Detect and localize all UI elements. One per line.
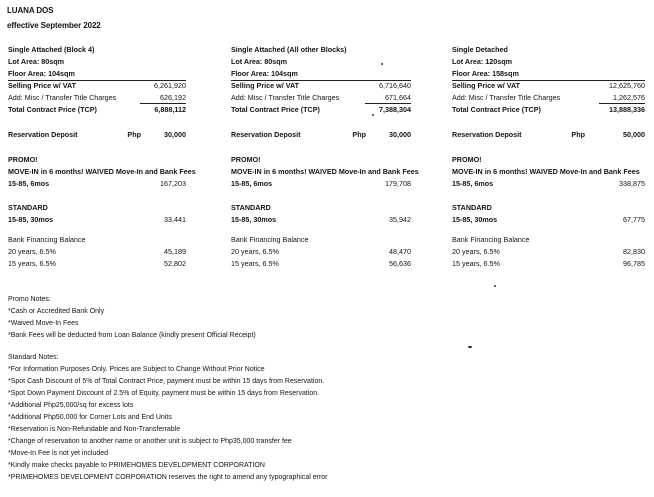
reservation-value: 50,000 [623,130,645,139]
promo-title: PROMO! [231,155,261,164]
selling-price-value: 12,625,760 [609,81,645,90]
misc-charges-label: Add: Misc / Transfer Title Charges [452,93,561,102]
selling-price-value: 6,716,640 [379,81,411,90]
promo-value: 167,203 [160,179,186,188]
standard-value: 35,942 [389,215,411,224]
standard-note-item: *Spot Down Payment Discount of 2.5% of Equity, payment must be within 15 days from Reservation. [8,390,320,397]
currency-label: Php [127,130,141,139]
standard-note-item: *For Information Purposes Only. Prices are Subject to Change Without Prior Notice [8,366,265,373]
standard-notes-title: Standard Notes: [8,354,59,361]
bank-20yr-value: 48,470 [389,247,411,256]
effective-date: effective September 2022 [7,21,101,30]
floor-area: Floor Area: 104sqm [231,69,298,78]
promo-value: 179,708 [385,179,411,188]
standard-note-item: *Change of reservation to another name or another unit is subject to Php35,000 transfer fee [8,438,292,445]
promo-note-item: *Waived Move-In Fees [8,320,79,327]
divider [231,80,411,81]
sum-divider [140,103,186,104]
standard-title: STANDARD [8,203,48,212]
bank-20yr-value: 45,189 [164,247,186,256]
tcp-label: Total Contract Price (TCP) [8,105,97,114]
misc-charges-value: 626,192 [160,93,186,102]
sum-divider [365,103,411,104]
misc-charges-label: Add: Misc / Transfer Title Charges [8,93,117,102]
unit-name: Single Detached [452,45,508,54]
selling-price-label: Selling Price w/ VAT [8,81,77,90]
tcp-label: Total Contract Price (TCP) [231,105,320,114]
standard-term: 15-85, 30mos [452,215,498,224]
misc-charges-value: 1,262,576 [613,93,645,102]
tcp-value: 6,888,112 [154,105,186,114]
promo-title: PROMO! [452,155,482,164]
bank-financing-title: Bank Financing Balance [231,235,309,244]
reservation-label: Reservation Deposit [231,130,301,139]
tcp-value: 7,388,304 [379,105,411,114]
tcp-value: 13,888,336 [609,105,645,114]
standard-value: 33,441 [164,215,186,224]
bank-20yr-label: 20 years, 6.5% [452,247,500,256]
promo-value: 338,875 [619,179,645,188]
reservation-value: 30,000 [164,130,186,139]
standard-note-item: *Reservation is Non-Refundable and Non-Transferrable [8,426,181,433]
bank-15yr-value: 96,785 [623,259,645,268]
bank-15yr-label: 15 years, 6.5% [8,259,56,268]
bank-15yr-value: 56,636 [389,259,411,268]
reservation-label: Reservation Deposit [8,130,78,139]
unit-name: Single Attached (Block 4) [8,45,95,54]
standard-title: STANDARD [452,203,492,212]
floor-area: Floor Area: 104sqm [8,69,75,78]
promo-term: 15-85, 6mos [8,179,50,188]
selling-price-label: Selling Price w/ VAT [452,81,521,90]
promo-title: PROMO! [8,155,38,164]
tcp-label: Total Contract Price (TCP) [452,105,541,114]
bank-15yr-value: 52,802 [164,259,186,268]
promo-notes-title: Promo Notes: [8,296,51,303]
project-title: LUANA DOS [7,6,54,15]
bank-20yr-value: 82,830 [623,247,645,256]
promo-description: MOVE-IN in 6 months! WAIVED Move-In and Bank Fees [8,167,196,176]
lot-area: Lot Area: 80sqm [8,57,65,66]
promo-note-item: *Cash or Accredited Bank Only [8,308,105,315]
bank-15yr-label: 15 years, 6.5% [231,259,279,268]
floor-area: Floor Area: 158sqm [452,69,519,78]
standard-note-item: *Move-In Fee is not yet included [8,450,108,457]
standard-term: 15-85, 30mos [8,215,54,224]
standard-term: 15-85, 30mos [231,215,277,224]
lot-area: Lot Area: 120sqm [452,57,513,66]
scan-speck [468,346,472,348]
bank-15yr-label: 15 years, 6.5% [452,259,500,268]
standard-note-item: *Additional Php25,000/sq for excess lots [8,402,134,409]
reservation-value: 30,000 [389,130,411,139]
scan-speck [494,285,496,287]
misc-charges-value: 671,664 [385,93,411,102]
divider [8,80,186,81]
bank-20yr-label: 20 years, 6.5% [8,247,56,256]
standard-value: 67,775 [623,215,645,224]
scan-speck [381,63,383,65]
unit-name: Single Attached (All other Blocks) [231,45,347,54]
standard-note-item: *Spot Cash Discount of 5% of Total Contract Price, payment must be within 15 days from Reservation. [8,378,325,385]
standard-note-item: *PRIMEHOMES DEVELOPMENT CORPORATION reserves the right to amend any typographical error [8,474,328,481]
selling-price-value: 6,261,920 [154,81,186,90]
standard-note-item: *Additional Php50,000 for Corner Lots and End Units [8,414,172,421]
bank-20yr-label: 20 years, 6.5% [231,247,279,256]
scan-speck [372,114,374,116]
currency-label: Php [571,130,585,139]
selling-price-label: Selling Price w/ VAT [231,81,300,90]
misc-charges-label: Add: Misc / Transfer Title Charges [231,93,340,102]
standard-note-item: *Kindly make checks payable to PRIMEHOMES DEVELOPMENT CORPORATION [8,462,265,469]
promo-description: MOVE-IN in 6 months! WAIVED Move-In and Bank Fees [231,167,419,176]
sum-divider [599,103,645,104]
promo-note-item: *Bank Fees will be deducted from Loan Balance (kindly present Official Receipt) [8,332,256,339]
lot-area: Lot Area: 80sqm [231,57,288,66]
bank-financing-title: Bank Financing Balance [8,235,86,244]
currency-label: Php [352,130,366,139]
promo-term: 15-85, 6mos [231,179,273,188]
promo-description: MOVE-IN in 6 months! WAIVED Move-In and Bank Fees [452,167,640,176]
promo-term: 15-85, 6mos [452,179,494,188]
divider [452,80,645,81]
standard-title: STANDARD [231,203,271,212]
reservation-label: Reservation Deposit [452,130,522,139]
bank-financing-title: Bank Financing Balance [452,235,530,244]
